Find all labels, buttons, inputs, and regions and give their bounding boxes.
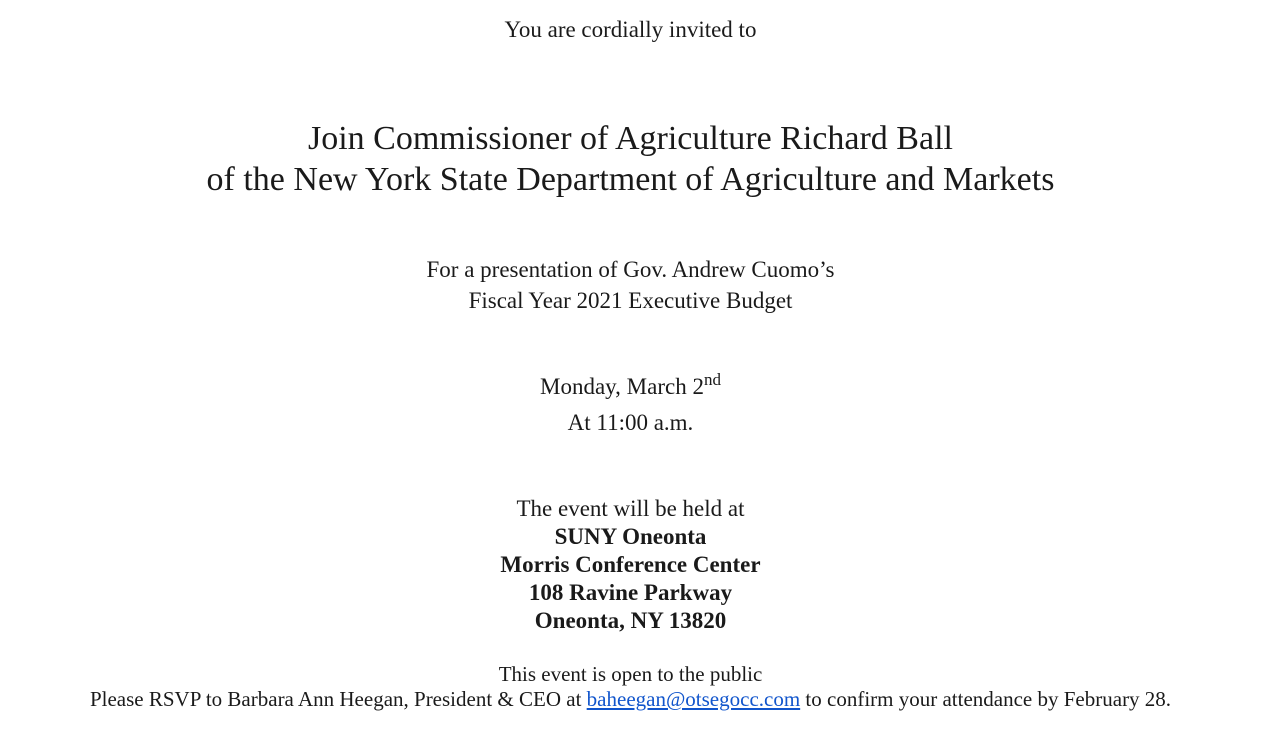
purpose-line-1: For a presentation of Gov. Andrew Cuomo’s bbox=[426, 257, 835, 282]
venue-name: SUNY Oneonta bbox=[554, 524, 707, 549]
public-note: This event is open to the public bbox=[498, 662, 763, 686]
rsvp-line bbox=[0, 687, 1261, 712]
rsvp-email-link[interactable]: baheegan@otsegocc.com bbox=[586, 687, 801, 711]
venue-street: 108 Ravine Parkway bbox=[528, 580, 733, 605]
event-date-suffix: nd bbox=[703, 370, 721, 389]
headline-line-2: of the New York State Department of Agriculture and Markets bbox=[206, 161, 1055, 198]
venue-city: Oneonta, NY 13820 bbox=[534, 608, 727, 633]
rsvp-text-before: Please RSVP to Barbara Ann Heegan, President & CEO at bbox=[89, 687, 587, 711]
headline-line-1: Join Commissioner of Agriculture Richard Ball bbox=[308, 120, 953, 157]
rsvp-text-after: to confirm your attendance by February 28. bbox=[800, 687, 1172, 711]
event-date bbox=[0, 370, 1261, 400]
venue-building: Morris Conference Center bbox=[500, 552, 761, 577]
event-date-text: Monday, March 2 bbox=[540, 374, 704, 399]
event-time: At 11:00 a.m. bbox=[567, 410, 694, 435]
venue-intro: The event will be held at bbox=[516, 496, 745, 521]
invitation-intro: You are cordially invited to bbox=[504, 17, 757, 42]
purpose-line-2: Fiscal Year 2021 Executive Budget bbox=[468, 288, 793, 313]
